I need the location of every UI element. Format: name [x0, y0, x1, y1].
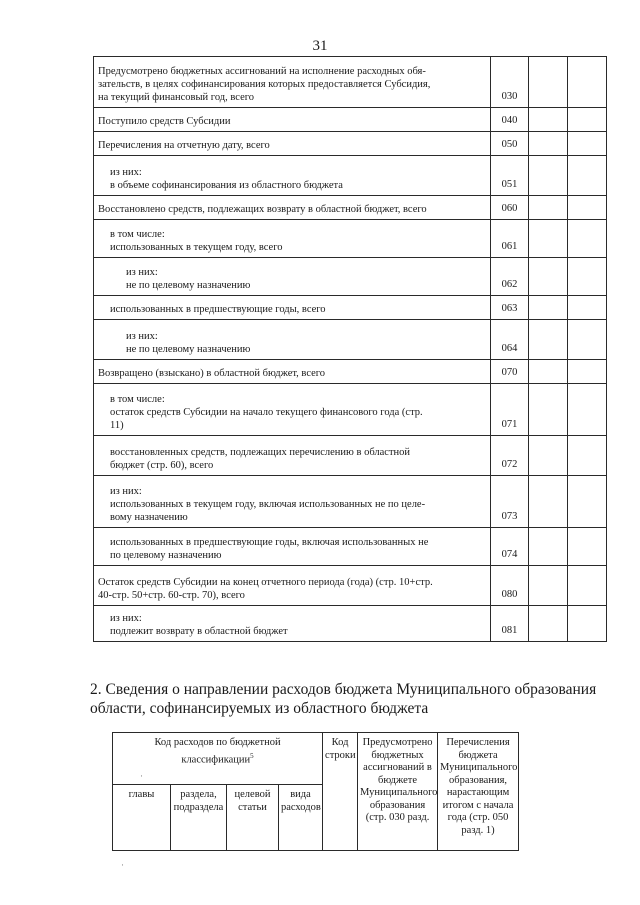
value-cell	[529, 528, 568, 566]
value-cell	[529, 566, 568, 606]
row-code: 080	[491, 566, 529, 606]
value-cell	[529, 320, 568, 360]
section-2-heading: 2. Сведения о направлении расходов бюджета Муниципального образования области, софинансируемых из областного бюджета	[90, 681, 597, 717]
row-code: 074	[491, 528, 529, 566]
table-row	[94, 296, 607, 320]
row-code: 050	[491, 132, 529, 156]
row-description: Перечисления на отчетную дату, всего	[94, 132, 491, 156]
value-cell	[529, 196, 568, 220]
value-cell	[568, 196, 607, 220]
value-cell	[568, 220, 607, 258]
row-code: 070	[491, 360, 529, 384]
row-code: 064	[491, 320, 529, 360]
value-cell	[529, 360, 568, 384]
row-description: в том числе: использованных в текущем году, всего	[94, 220, 491, 258]
expenditure-header-table	[112, 732, 519, 851]
value-cell	[568, 360, 607, 384]
value-cell	[568, 57, 607, 108]
value-cell	[568, 156, 607, 196]
value-cell	[529, 384, 568, 436]
row-code: 063	[491, 296, 529, 320]
row-code: 072	[491, 436, 529, 476]
section-header: раздела, подраздела	[171, 785, 227, 851]
table-row	[94, 57, 607, 108]
expense-type-header: вида расходов	[279, 785, 323, 851]
value-cell	[568, 258, 607, 296]
row-code: 062	[491, 258, 529, 296]
table-row	[94, 606, 607, 642]
line-code-header: Код строки	[323, 733, 358, 851]
subsidy-report-table	[93, 56, 607, 642]
row-code: 081	[491, 606, 529, 642]
planned-allocations-header: Предусмотрено бюджетных ассигнований в бюджете Муниципального образования (стр. 030 разд.	[358, 733, 438, 851]
value-cell	[568, 566, 607, 606]
row-description: использованных в предшествующие годы, всего	[94, 296, 491, 320]
value-cell	[529, 436, 568, 476]
row-code: 030	[491, 57, 529, 108]
row-code: 071	[491, 384, 529, 436]
table-row	[94, 360, 607, 384]
row-code: 051	[491, 156, 529, 196]
value-cell	[529, 476, 568, 528]
scan-speck: ·	[140, 771, 143, 781]
value-cell	[529, 220, 568, 258]
footnote-marker: 5	[250, 751, 254, 760]
row-description: Восстановлено средств, подлежащих возврату в областной бюджет, всего	[94, 196, 491, 220]
value-cell	[529, 296, 568, 320]
row-description: Остаток средств Субсидии на конец отчетного периода (года) (стр. 10+стр. 40-стр. 50+стр. 60-стр. 70), всего	[94, 566, 491, 606]
chapter-header: главы	[113, 785, 171, 851]
value-cell	[568, 606, 607, 642]
value-cell	[529, 132, 568, 156]
value-cell	[568, 436, 607, 476]
row-description: из них: в объеме софинансирования из областного бюджета	[94, 156, 491, 196]
table-row	[94, 528, 607, 566]
row-description: из них: не по целевому назначению	[94, 320, 491, 360]
value-cell	[568, 528, 607, 566]
row-description: из них: не по целевому назначению	[94, 258, 491, 296]
value-cell	[529, 606, 568, 642]
scan-speck: ·	[121, 860, 124, 870]
value-cell	[568, 476, 607, 528]
row-description: из них: использованных в текущем году, включая использованных не по целе- вому назначению	[94, 476, 491, 528]
value-cell	[568, 296, 607, 320]
row-description: восстановленных средств, подлежащих перечислению в областной бюджет (стр. 60), всего	[94, 436, 491, 476]
row-description: в том числе: остаток средств Субсидии на начало текущего финансового года (стр. 11)	[94, 384, 491, 436]
value-cell	[529, 108, 568, 132]
target-item-header: целевой статьи	[227, 785, 279, 851]
transfers-header: Перечисления бюджета Муниципального образования, нарастающим итогом с начала года (стр. 050 разд. 1)	[438, 733, 519, 851]
table-row	[94, 156, 607, 196]
row-code: 073	[491, 476, 529, 528]
value-cell	[529, 258, 568, 296]
row-description: использованных в предшествующие годы, включая использованных не по целевому назначению	[94, 528, 491, 566]
value-cell	[568, 384, 607, 436]
table-row	[94, 566, 607, 606]
table-row	[94, 436, 607, 476]
value-cell	[529, 156, 568, 196]
table-row	[94, 258, 607, 296]
table-row	[94, 108, 607, 132]
table-row	[94, 384, 607, 436]
row-description: Поступило средств Субсидии	[94, 108, 491, 132]
row-code: 040	[491, 108, 529, 132]
table-row	[94, 220, 607, 258]
row-description: Предусмотрено бюджетных ассигнований на исполнение расходных обя- зательств, в целях софинансирования которых предоставляется Субсидия, на текущий финансовый год, всего	[94, 57, 491, 108]
row-code: 060	[491, 196, 529, 220]
value-cell	[568, 132, 607, 156]
table-row	[94, 132, 607, 156]
table-row	[94, 476, 607, 528]
value-cell	[529, 57, 568, 108]
row-description: Возвращено (взыскано) в областной бюджет, всего	[94, 360, 491, 384]
row-description: из них: подлежит возврату в областной бюджет	[94, 606, 491, 642]
value-cell	[568, 108, 607, 132]
value-cell	[568, 320, 607, 360]
table-row	[94, 196, 607, 220]
budget-classification-header: Код расходов по бюджетной классификации$^5$	[113, 733, 323, 785]
row-code: 061	[491, 220, 529, 258]
table-row	[94, 320, 607, 360]
page-number: 31	[312, 38, 328, 54]
